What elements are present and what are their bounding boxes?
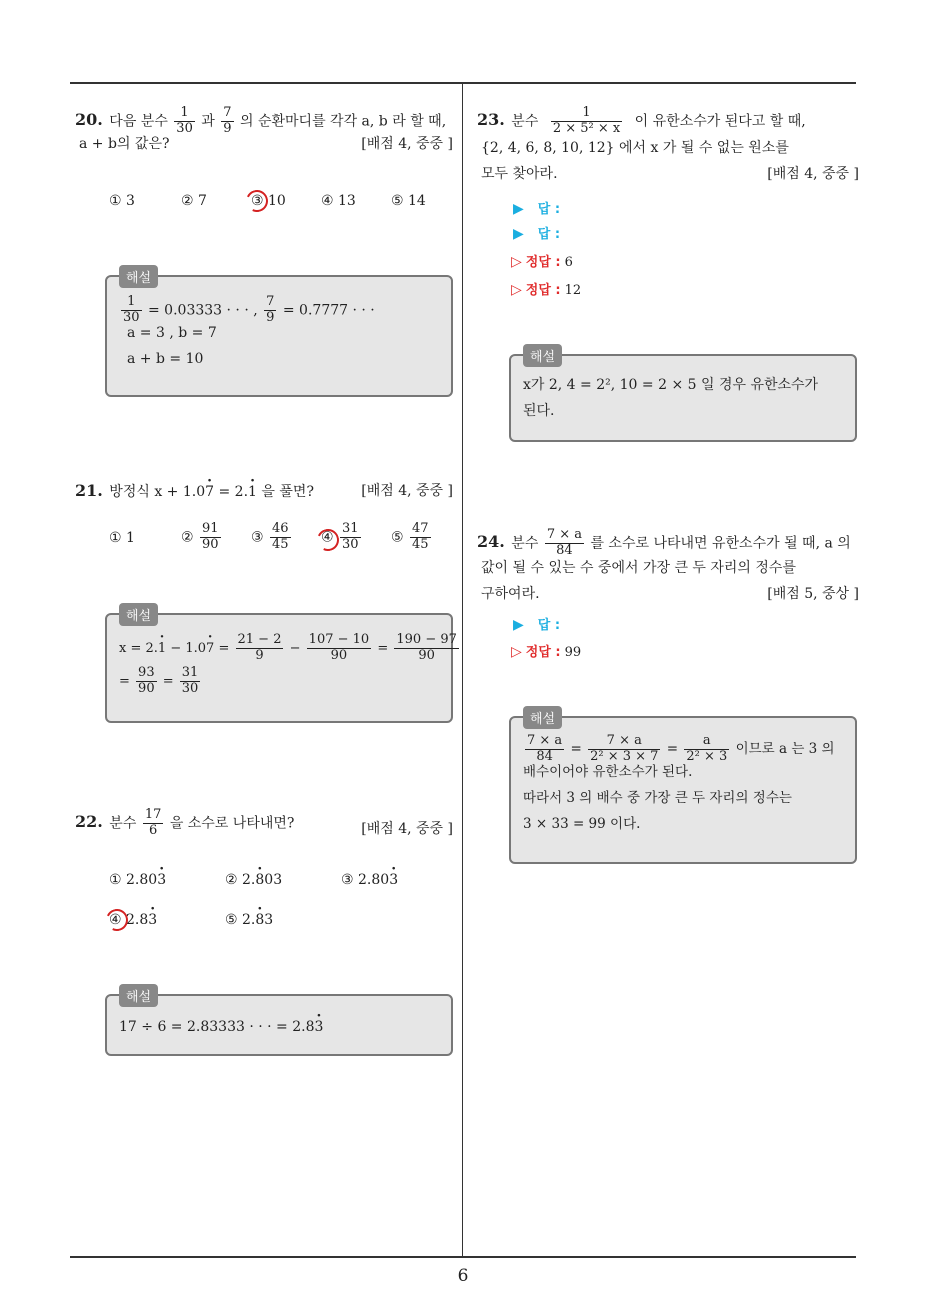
explanation-body [119, 632, 457, 697]
correct-answer-1: ▷ 정답 : 6 [511, 254, 573, 270]
explanation-tag: 해설 [523, 344, 562, 367]
question-text: = 2. [218, 484, 249, 500]
fraction: $\frac{7 \times a}{84}$ [527, 733, 563, 764]
explanation-text: = [377, 640, 389, 656]
repeating-digit: · 3 [314, 1014, 323, 1040]
explanation-tag: 해설 [119, 984, 158, 1007]
explanation-text: 17 ÷ 6 = 2.83333 · · · = 2.8 [119, 1019, 315, 1035]
explanation-tag: 해설 [523, 706, 562, 729]
question-text: 값이 될 수 있는 수 중에서 가장 큰 두 자리의 정수를 [481, 559, 796, 576]
question-text: 과 [201, 113, 215, 130]
option-3[interactable]: ③ 10 [251, 193, 286, 209]
fraction: $\frac{7 \times a}{84}$ [546, 527, 582, 558]
fraction: $\frac{1}{\text{2 × 5² × x}}$ [552, 105, 621, 136]
selected-answer-circle [103, 906, 131, 934]
fraction: $\frac{21 - 2}{9}$ [237, 632, 282, 663]
question-text: a + b의 값은? [79, 135, 170, 152]
fraction: $\frac{107 - 10}{90}$ [308, 632, 370, 663]
repeating-digit: · 1 [248, 479, 257, 505]
fraction: $\frac{1}{30}$ [176, 105, 193, 136]
explanation-text: = [218, 640, 230, 656]
answer-blank-1[interactable]: ▶ 답 : [513, 201, 561, 217]
correct-answer-1: ▷ 정답 : 99 [511, 644, 582, 660]
score-meta: [배점 4, 중중 ] [361, 483, 453, 499]
option-4[interactable]: ④ 2.8· 3 [109, 912, 157, 928]
option-2[interactable]: ② 2.· 803 [225, 872, 282, 888]
option-4[interactable]: ④ 13 [321, 193, 356, 209]
question-number: 20. [75, 110, 103, 130]
fraction: $\frac{17}{6}$ [144, 807, 162, 838]
question-23 [477, 106, 859, 187]
explanation-text: x = 2. [119, 640, 158, 656]
question-text: 의 순환마디를 각각 a, b 라 할 때, [240, 113, 447, 130]
explanation-line: 배수이어야 유한소수가 된다. [523, 763, 693, 780]
option-5[interactable]: ⑤ $\frac{47}{45}$ [391, 521, 429, 552]
score-meta: [배점 5, 중상 ] [767, 585, 859, 602]
fraction: $\frac{7 \times a}{\text{2² × 3 × 7}}$ [590, 733, 659, 764]
option-2[interactable]: ② 7 [181, 193, 207, 209]
explanation-box-q21 [105, 609, 457, 723]
fraction: $\frac{7}{9}$ [223, 105, 232, 136]
explanation-text: = [570, 740, 582, 757]
repeating-digit: · 7 [206, 636, 214, 662]
explanation-line: x가 2, 4 = 2², 10 = 2 × 5 일 경우 유한소수가 [523, 377, 819, 393]
explanation-box-q22 [105, 990, 453, 1056]
question-text: 을 소수로 나타내면? [169, 815, 295, 832]
score-meta: [배점 4, 중중 ] [361, 135, 453, 152]
explanation-box-q24 [509, 712, 857, 864]
explanation-box-q23 [509, 350, 857, 442]
explanation-text: − [289, 640, 301, 656]
question-number: 22. [75, 812, 103, 832]
repeating-digit: · 1 [158, 636, 166, 662]
explanation-tag: 해설 [119, 603, 158, 626]
question-text: {2, 4, 6, 8, 10, 12} 에서 x 가 될 수 없는 원소를 [481, 139, 789, 156]
question-text: 이 유한소수가 된다고 할 때, [634, 113, 806, 130]
fraction: $\frac{31}{30}$ [181, 664, 199, 696]
question-text: 분수 [109, 815, 137, 832]
explanation-tag: 해설 [119, 265, 158, 288]
explanation-line: 3 × 33 = 99 이다. [523, 815, 641, 832]
question-21 [75, 478, 453, 505]
explanation-body [523, 734, 845, 837]
explanation-line: 따라서 3 의 배수 중 가장 큰 두 자리의 정수는 [523, 789, 792, 806]
question-text: 을 풀면? [261, 484, 314, 500]
score-meta: [배점 4, 중중 ] [361, 821, 453, 837]
selected-answer-circle [243, 187, 271, 215]
question-text: 분수 [511, 113, 539, 130]
question-20 [75, 106, 453, 157]
explanation-text: = [666, 740, 679, 757]
question-number: 23. [477, 110, 505, 130]
explanation-text: = [162, 673, 174, 689]
column-divider [462, 82, 463, 1257]
option-1[interactable]: ① 3 [109, 193, 135, 209]
explanation-text: = 0.03333 · · · , [148, 302, 258, 319]
bottom-rule [70, 1256, 856, 1258]
fraction: $\frac{7}{9}$ [266, 294, 275, 325]
question-24 [477, 528, 859, 607]
option-5[interactable]: ⑤ 14 [391, 193, 426, 209]
question-text: 를 소수로 나타내면 유한소수가 될 때, a 의 [590, 535, 851, 552]
option-3[interactable]: ③ 2.80· 3 [341, 872, 398, 888]
option-1[interactable]: ① 2.80· 3 [109, 872, 166, 888]
explanation-body [523, 372, 845, 424]
score-meta: [배점 4, 중중 ] [767, 165, 859, 182]
page-number: 6 [457, 1266, 469, 1286]
question-text: 다음 분수 [109, 113, 168, 130]
fraction: $\frac{93}{90}$ [138, 664, 155, 696]
answer-blank-1[interactable]: ▶ 답 : [513, 617, 561, 633]
explanation-text: − 1.0 [170, 640, 207, 656]
explanation-body [119, 295, 441, 372]
fraction: $\frac{1}{30}$ [123, 294, 140, 325]
option-4[interactable]: ④ $\frac{31}{30}$ [321, 521, 359, 552]
answer-blank-2[interactable]: ▶ 답 : [513, 226, 561, 242]
question-number: 24. [477, 532, 505, 552]
repeating-digit: · 7 [205, 479, 214, 505]
question-text: 구하여라. [481, 585, 540, 602]
question-22 [75, 808, 453, 839]
explanation-text: = 0.7777 · · · [282, 302, 375, 319]
option-3[interactable]: ③ $\frac{46}{45}$ [251, 521, 289, 552]
option-5[interactable]: ⑤ 2.· 83 [225, 912, 273, 928]
option-1[interactable]: ① 1 [109, 530, 135, 546]
question-number: 21. [75, 481, 103, 500]
explanation-box-q20 [105, 271, 453, 397]
question-text: 모두 찾아라. [481, 165, 558, 182]
explanation-text: = [119, 673, 130, 689]
correct-answer-2: ▷ 정답 : 12 [511, 282, 582, 298]
question-text: 분수 [511, 535, 539, 552]
explanation-line: a = 3 , b = 7 [127, 324, 217, 341]
option-2[interactable]: ② $\frac{91}{90}$ [181, 521, 219, 552]
question-text: 방정식 x + 1.0 [109, 484, 206, 500]
fraction: $\frac{a}{\text{2² × 3}}$ [686, 733, 728, 764]
explanation-line: 된다. [523, 403, 555, 419]
explanation-text: 이므로 a 는 3 의 [735, 740, 835, 757]
fraction: $\frac{190 - 97}{90}$ [396, 632, 457, 663]
explanation-line: a + b = 10 [127, 350, 204, 367]
explanation-body [119, 1014, 441, 1040]
